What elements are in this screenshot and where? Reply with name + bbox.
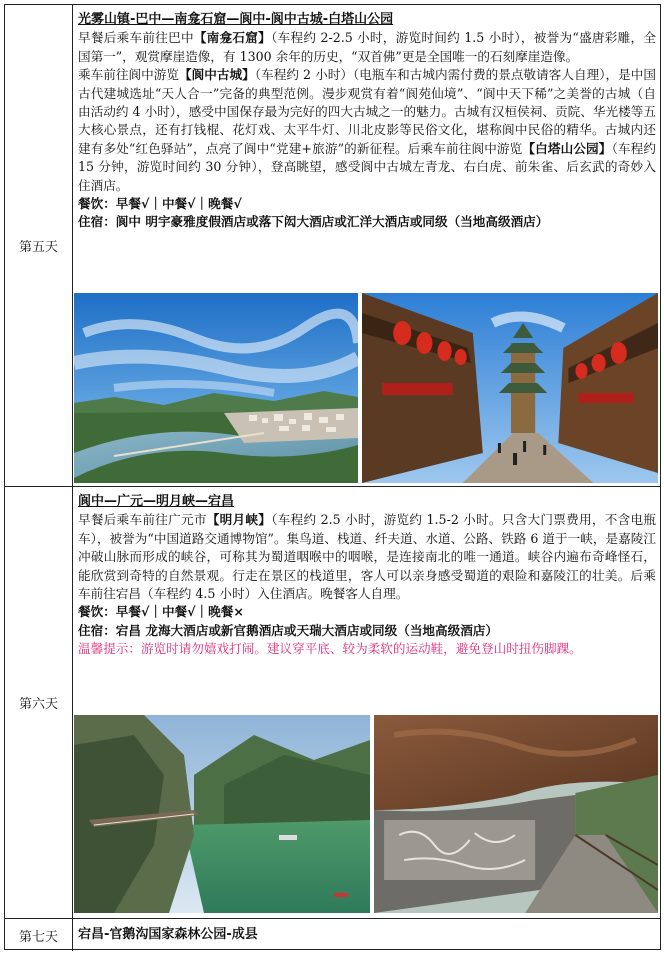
photo-mingyue-gorge-river — [74, 715, 370, 913]
itinerary-table — [4, 4, 661, 950]
day-content-5 — [72, 5, 660, 486]
day5-paragraph-2: 乘车前往阆中游览【阆中古城】（车程约 2 小时）（电瓶车和古城内需付费的景点敬请客人自理），是中国古代建城选址“天人合一”完备的典型范例。漫步观赏有着“阆苑仙境”、“阆中天下稀”之美誉的古城（自由活动约 4 小时），感受中国保存最为完好的四大古城之一的魅力。古城有汉桓侯祠、贡院、华光楼等五大核心景点，还有打钱棍、花灯戏、太平牛灯、川北皮影等民俗文化，堪称阆中民俗的精华。古城内还建有多处“红色驿站”，点亮了阆中“党建+旅游”的新征程。后乘车前往阆中游览【白塔山公园】（车程约 15 分钟，游览时间约 30 分钟），登高眺望，感受阆中古城左青龙、右白虎、前朱雀、后玄武的奇妙入住酒店。 — [78, 67, 657, 193]
day-title-7: 宕昌-官鹅沟国家森林公园-成县 — [78, 927, 258, 942]
day5-hotel: 住宿：阆中 明宇豪雅度假酒店或落下闳大酒店或汇洋大酒店或同级（当地高级酒店） — [78, 214, 549, 230]
day-title-5: 光雾山镇-巴中—南龛石窟—阆中-阆中古城-白塔山公园 — [78, 12, 394, 27]
day6-tip: 温馨提示：游览时请勿嬉戏打闹。建议穿平底、较为柔软的运动鞋，避免登山时扭伤脚踝。 — [78, 641, 582, 657]
day6-meals: 餐饮：早餐√｜中餐√｜晚餐× — [78, 604, 244, 620]
photo-langzhong-river-aerial — [74, 293, 358, 483]
photo-ancient-town-street — [362, 293, 658, 483]
day5-photos — [74, 293, 658, 483]
day5-paragraph-1: 早餐后乘车前往巴中【南龛石窟】（车程约 2-2.5 小时，游览时间约 1.5 小时），被誉为“盛唐彩雕，全国第一”，观赏摩崖造像，有 1300 余年的历史，“双首佛”更是全国唯一的石刻摩崖造像。 — [78, 30, 657, 64]
day6-photos — [74, 715, 658, 913]
day-row-7 — [5, 919, 660, 951]
day6-paragraph-1: 早餐后乘车前往广元市【明月峡】（车程约 2.5 小时，游览约 1.5-2 小时。只含大门票费用，不含电瓶车），被誉为“中国道路交通博物馆”。集鸟道、栈道、纤夫道、水道、公路、铁路 6 道于一峡，是嘉陵江冲破山脉而形成的峡谷，可称其为蜀道咽喉中的咽喉，是连接南北的唯一通道。峡谷内遍布奇峰怪石，能欣赏到奇特的自然景观。行走在景区的栈道里，客人可以亲身感受蜀道的艰险和嘉陵江的壮美。后乘车前往宕昌（车程约 4.5 小时）入住酒店。晚餐客人自理。 — [78, 512, 656, 602]
photo-cliff-plank-road-relief — [374, 715, 658, 913]
day5-meals: 餐饮：早餐√｜中餐√｜晚餐√ — [78, 196, 242, 212]
day-content-6 — [72, 487, 660, 918]
day-content-7 — [72, 919, 660, 951]
day-row-6 — [5, 487, 660, 919]
day-label-7: 第七天 — [5, 919, 73, 951]
day6-hotel: 住宿：宕昌 龙海大酒店或新官鹅酒店或天瑞大酒店或同级（当地高级酒店） — [78, 622, 498, 638]
day-title-6: 阆中—广元—明月峡—宕昌 — [78, 494, 235, 509]
day-row-5 — [5, 5, 660, 487]
day-label-6: 第六天 — [5, 487, 73, 918]
day-label-5: 第五天 — [5, 5, 73, 486]
